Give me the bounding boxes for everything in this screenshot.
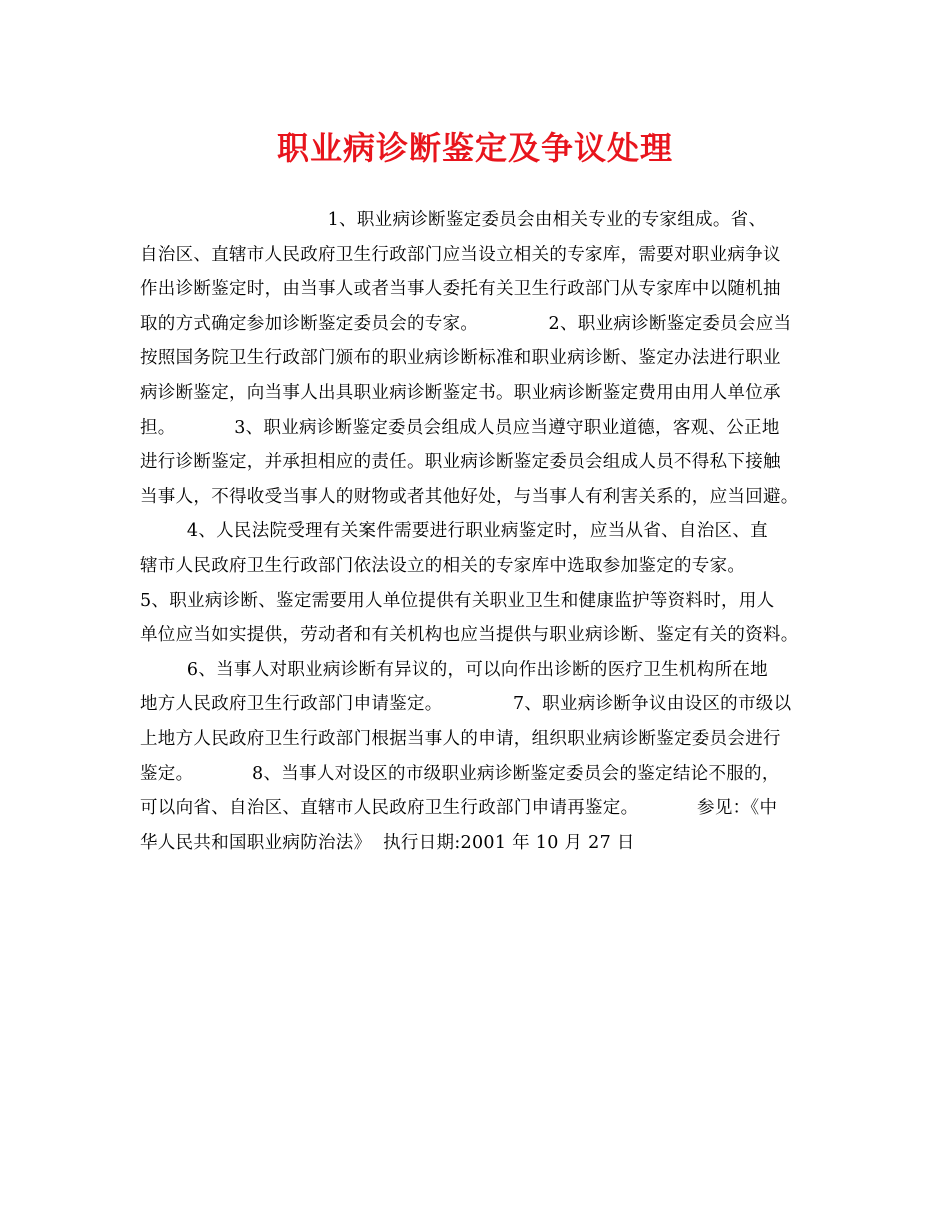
body-line: 担。 3、职业病诊断鉴定委员会组成人员应当遵守职业道德，客观、公正地 bbox=[140, 417, 780, 438]
page-title: 职业病诊断鉴定及争议处理 bbox=[276, 129, 673, 167]
body-line: 可以向省、自治区、直辖市人民政府卫生行政部门申请再鉴定。 参见：《中 bbox=[140, 798, 778, 819]
body-line: 6、当事人对职业病诊断有异议的，可以向作出诊断的医疗卫生机构所在地 bbox=[140, 659, 768, 680]
body-line: 按照国务院卫生行政部门颁布的职业病诊断标准和职业病诊断、鉴定办法进行职业 bbox=[140, 348, 781, 369]
body-line: 取的方式确定参加诊断鉴定委员会的专家。 2、职业病诊断鉴定委员会应当 bbox=[140, 313, 792, 334]
body-line: 当事人，不得收受当事人的财物或者其他好处，与当事人有利害关系的，应当回避。 bbox=[140, 486, 799, 507]
body-line: 辖市人民政府卫生行政部门依法设立的相关的专家库中选取参加鉴定的专家。 bbox=[140, 555, 746, 576]
body-line: 1、职业病诊断鉴定委员会由相关专业的专家组成。省、 bbox=[140, 210, 767, 230]
body-line: 作出诊断鉴定时，由当事人或者当事人委托有关卫生行政部门从专家库中以随机抽 bbox=[140, 279, 781, 300]
body-line: 鉴定。 8、当事人对设区的市级职业病诊断鉴定委员会的鉴定结论不服的， bbox=[140, 763, 780, 784]
body-line: 单位应当如实提供，劳动者和有关机构也应当提供与职业病诊断、鉴定有关的资料。 bbox=[140, 625, 799, 646]
body-line: 5、职业病诊断、鉴定需要用人单位提供有关职业卫生和健康监护等资料时，用人 bbox=[140, 590, 775, 611]
document-body bbox=[140, 203, 830, 860]
body-line: 自治区、直辖市人民政府卫生行政部门应当设立相关的专家库，需要对职业病争议 bbox=[140, 244, 781, 265]
body-line: 地方人民政府卫生行政部门申请鉴定。 7、职业病诊断争议由设区的市级以 bbox=[140, 694, 792, 715]
body-line: 上地方人民政府卫生行政部门根据当事人的申请，组织职业病诊断鉴定委员会进行 bbox=[140, 728, 781, 749]
body-line: 进行诊断鉴定，并承担相应的责任。职业病诊断鉴定委员会组成人员不得私下接触 bbox=[140, 452, 781, 473]
body-line: 华人民共和国职业病防治法》 执行日期:2001 年 10 月 27 日 bbox=[140, 832, 635, 853]
body-line: 病诊断鉴定，向当事人出具职业病诊断鉴定书。职业病诊断鉴定费用由用人单位承 bbox=[140, 382, 781, 403]
body-line: 4、人民法院受理有关案件需要进行职业病鉴定时，应当从省、自治区、直 bbox=[140, 521, 768, 542]
